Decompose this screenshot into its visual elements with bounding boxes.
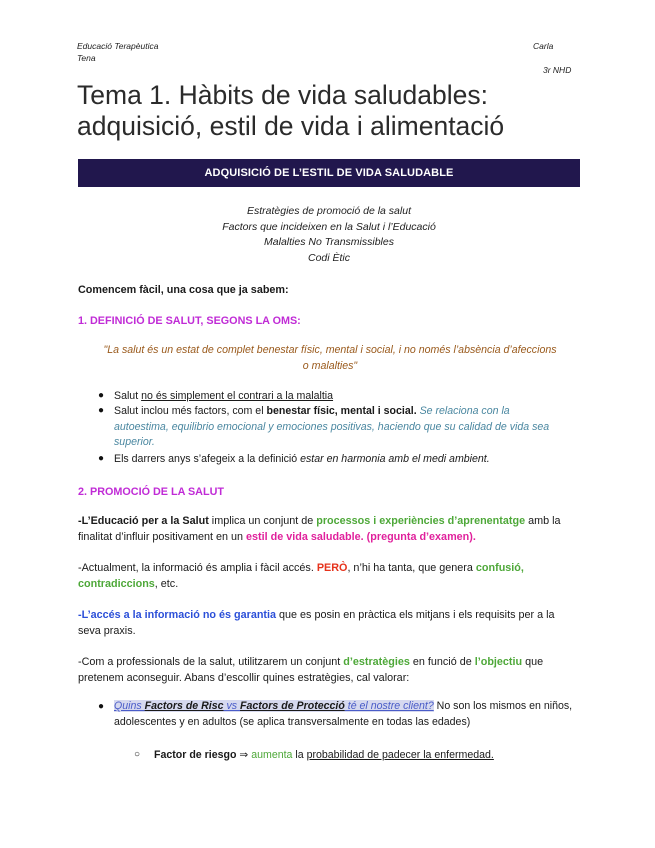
bullet-dot: ● bbox=[98, 453, 105, 464]
p2-d: confusió, contradiccions bbox=[78, 562, 524, 590]
p3-b: que es posin en pràctica els mitjans i els requisits per a la seva praxis. bbox=[78, 609, 555, 637]
topic-item: Malalties No Transmissibles bbox=[264, 236, 394, 248]
bullet-dot: ● bbox=[98, 390, 105, 401]
p3-a: -L’accés a la informació no és garantia bbox=[78, 609, 277, 621]
b2-e: té el nostre client? bbox=[344, 700, 434, 712]
bullet-italic: estar en harmonia amb el medi ambient. bbox=[300, 453, 490, 465]
section-heading-1: 1. DEFINICIÓ DE SALUT, SEGONS LA OMS: bbox=[78, 315, 301, 327]
p4-e: que pretenem aconseguir. Abans d’escollir quines estratègies, cal valorar: bbox=[78, 656, 544, 684]
paragraph-1 bbox=[78, 513, 574, 545]
sub-bullet-item bbox=[154, 748, 574, 764]
b2-d: Factors de Protecció bbox=[240, 700, 345, 712]
sub-b: aumenta bbox=[248, 749, 293, 761]
paragraph-2 bbox=[78, 560, 574, 592]
who-quote: "La salut és un estat de complet benestar físic, mental i social, i no només l’absència d’afeccions o malalties" bbox=[103, 344, 557, 372]
p1-c: processos i experiències d’aprenentatge bbox=[316, 515, 526, 527]
p2-a: -Actualment, la informació és amplia i fàcil accés. bbox=[78, 562, 317, 574]
topic-item: Codi Ètic bbox=[307, 251, 350, 264]
bullet-item bbox=[114, 699, 580, 730]
page-title bbox=[77, 80, 607, 142]
p2-b: PERÒ bbox=[316, 562, 348, 574]
p2-e: , etc. bbox=[154, 578, 179, 590]
bullet-item bbox=[114, 404, 564, 451]
bullet-note: Se relaciona con la autoestima, equilibrio emocional y emociones positivas, haciendo que su calidad de vida sea superior. bbox=[114, 405, 550, 448]
intro-text: Comencem fàcil, una cosa que ja sabem: bbox=[78, 284, 289, 296]
header-author-name: Carla bbox=[533, 41, 554, 51]
section-heading-2: 2. PROMOCIÓ DE LA SALUT bbox=[78, 486, 224, 498]
p1-d: amb la finalitat d’influir positivament en un bbox=[78, 515, 561, 543]
bullet-bold: benestar físic, mental i social. bbox=[266, 405, 417, 417]
p4-d: l’objectiu bbox=[474, 656, 523, 668]
title-line-1: Tema 1. Hàbits de vida saludables: bbox=[77, 80, 488, 110]
p1-e: estil de vida saludable. bbox=[246, 531, 364, 543]
bullet-text: Els darrers anys s’afegeix a la definició bbox=[114, 453, 301, 465]
bullet-text: Salut bbox=[114, 390, 142, 402]
paragraph-4 bbox=[78, 654, 574, 686]
header-course: Educació Terapèutica bbox=[77, 41, 159, 51]
p4-b: d’estratègies bbox=[343, 656, 410, 668]
sub-c: la bbox=[292, 749, 307, 761]
sub-d: probabilidad de padecer la enfermedad. bbox=[306, 749, 494, 761]
paragraph-3 bbox=[78, 607, 574, 639]
b2-c: vs bbox=[223, 700, 241, 712]
p2-c: , n’hi ha tanta, que genera bbox=[347, 562, 476, 574]
p1-a: -L’Educació per a la Salut bbox=[78, 515, 209, 527]
topic-item: Estratègies de promoció de la salut bbox=[246, 205, 411, 217]
b2-a: Quins bbox=[114, 700, 145, 712]
bullet-dot: ● bbox=[98, 701, 105, 712]
bullet-text: Salut inclou més factors, com el bbox=[114, 405, 267, 417]
bullet-item bbox=[114, 389, 564, 405]
b2-f: No son los mismos en niños, adolescentes y en adultos (se aplica transversalmente en todas las edades) bbox=[114, 700, 573, 728]
header-course-level: 3r NHD bbox=[543, 65, 572, 75]
p4-c: en funció de bbox=[409, 656, 475, 668]
section-banner: ADQUISICIÓ DE L’ESTIL DE VIDA SALUDABLE bbox=[78, 159, 580, 187]
topic-item: Factors que incideixen en la Salut i l’Educació bbox=[222, 220, 436, 233]
bullet-underlined: no és simplement el contrari a la malaltia bbox=[141, 390, 334, 402]
bullet-item bbox=[114, 452, 574, 468]
p1-f: (pregunta d’examen). bbox=[363, 531, 476, 543]
title-line-2: adquisició, estil de vida i alimentació bbox=[77, 111, 505, 141]
sub-bullet-circle: ○ bbox=[134, 749, 141, 760]
p4-a: -Com a professionals de la salut, utilitzarem un conjunt bbox=[78, 656, 344, 668]
p1-b: implica un conjunt de bbox=[208, 515, 317, 527]
arrow-icon: ⇒ bbox=[239, 749, 249, 761]
bullet-dot: ● bbox=[98, 405, 105, 416]
b2-b: Factors de Risc bbox=[144, 700, 224, 712]
sub-a: Factor de riesgo bbox=[154, 749, 240, 761]
header-author-surname: Tena bbox=[77, 53, 96, 63]
topics-list bbox=[78, 204, 580, 266]
